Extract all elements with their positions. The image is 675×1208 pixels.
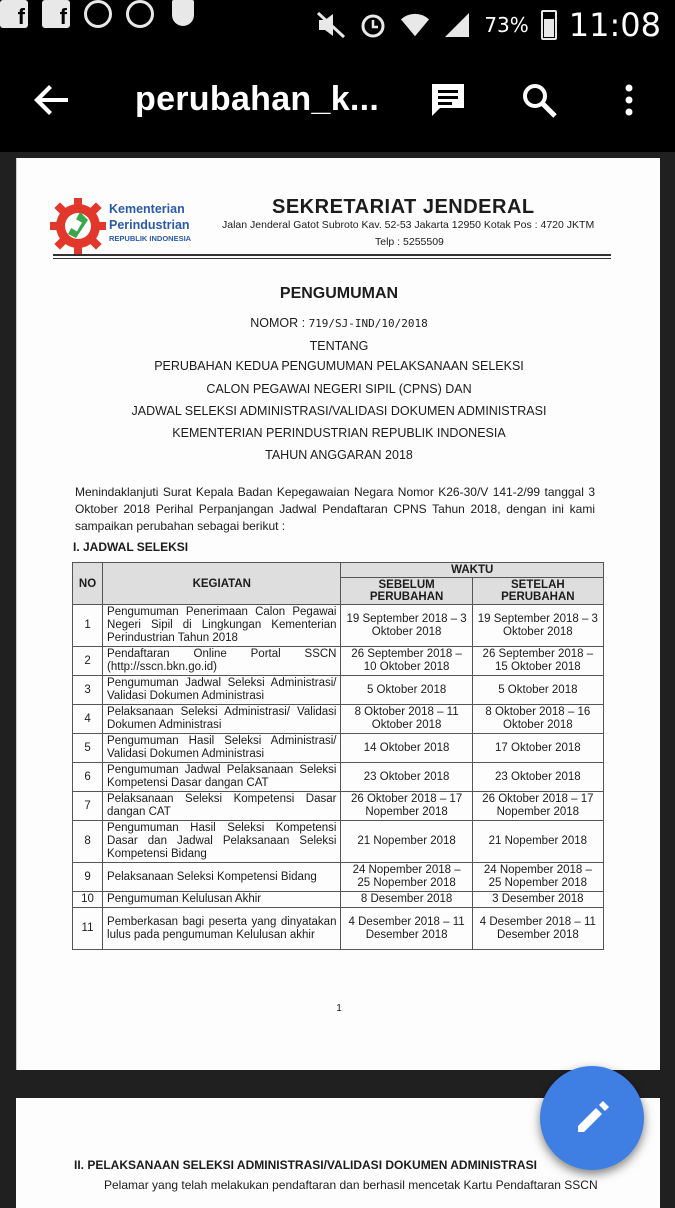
row-setelah: 5 Oktober 2018	[472, 676, 603, 705]
row-setelah: 17 Oktober 2018	[472, 734, 603, 763]
chrome-icon	[126, 0, 154, 28]
alarm-icon	[358, 10, 388, 40]
row-no: 10	[73, 892, 103, 908]
nomor-label: NOMOR :	[250, 316, 306, 330]
header-setelah: SETELAH PERUBAHAN	[472, 578, 603, 605]
row-sebelum: 8 Desember 2018	[341, 892, 472, 908]
document-page-1[interactable]	[16, 158, 660, 1070]
letterhead-title: SEKRETARIAT JENDERAL	[272, 196, 535, 218]
comment-icon[interactable]	[424, 76, 472, 124]
row-no: 1	[73, 605, 103, 647]
table-row	[73, 763, 604, 792]
shield-icon	[172, 0, 194, 26]
row-no: 11	[73, 908, 103, 950]
row-sebelum: 26 Oktober 2018 – 17 Nopember 2018	[341, 792, 472, 821]
table-row	[73, 863, 604, 892]
row-no: 2	[73, 647, 103, 676]
table-row	[73, 676, 604, 705]
row-sebelum: 8 Oktober 2018 – 11 Oktober 2018	[341, 705, 472, 734]
row-no: 8	[73, 821, 103, 863]
logo-text-line3: REPUBLIK INDONESIA	[109, 234, 192, 243]
row-no: 6	[73, 763, 103, 792]
announcement-title: PENGUMUMAN	[279, 285, 399, 302]
table-row	[73, 821, 604, 863]
row-sebelum: 19 September 2018 – 3 Oktober 2018	[341, 605, 472, 647]
row-no: 7	[73, 792, 103, 821]
header-kegiatan: KEGIATAN	[103, 563, 341, 605]
header-no: NO	[73, 563, 103, 605]
row-kegiatan: Pengumuman Hasil Seleksi Kompetensi Dasar dan Jadwal Pelaksanaan Seleksi Kompetensi Bidang	[103, 821, 341, 863]
page-number: 1	[336, 1003, 342, 1014]
row-sebelum: 4 Desember 2018 – 11 Desember 2018	[341, 908, 472, 950]
table-row	[73, 908, 604, 950]
announcement-number	[17, 316, 661, 330]
row-sebelum: 26 September 2018 – 10 Oktober 2018	[341, 647, 472, 676]
edit-button[interactable]	[540, 1066, 644, 1170]
facebook-icon: f	[42, 0, 70, 28]
row-kegiatan: Pemberkasan bagi peserta yang dinyatakan lulus pada pengumuman Kelulusan akhir	[103, 908, 341, 950]
battery-icon	[541, 10, 557, 40]
battery-percent: 73%	[484, 13, 529, 37]
tentang-label: TENTANG	[309, 339, 369, 353]
table-row	[73, 705, 604, 734]
subject-line: TAHUN ANGGARAN 2018	[265, 448, 413, 462]
more-vert-icon[interactable]	[605, 76, 653, 124]
whatsapp-icon	[84, 0, 112, 28]
row-sebelum: 5 Oktober 2018	[341, 676, 472, 705]
header-sebelum: SEBELUM PERUBAHAN	[341, 578, 472, 605]
row-sebelum: 24 Nopember 2018 – 25 Nopember 2018	[341, 863, 472, 892]
back-arrow-icon[interactable]	[30, 78, 74, 122]
subject-line: JADWAL SELEKSI ADMINISTRASI/VALIDASI DOKUMEN ADMINISTRASI	[131, 404, 547, 418]
section-heading: I. JADWAL SELEKSI	[73, 540, 189, 554]
logo-text-line2: Perindustrian	[109, 218, 190, 232]
kementerian-logo-icon	[50, 198, 110, 256]
letterhead-address: Jalan Jenderal Gatot Subroto Kav. 52-53 Jakarta 12950 Kotak Pos : 4720 JKTM	[222, 219, 595, 231]
row-no: 3	[73, 676, 103, 705]
row-kegiatan: Pengumuman Jadwal Seleksi Administrasi/ Validasi Dokumen Administrasi	[103, 676, 341, 705]
signal-icon	[442, 10, 472, 40]
letterhead-rule	[53, 254, 611, 256]
row-kegiatan: Pendaftaran Online Portal SSCN (http://sscn.bkn.go.id)	[103, 647, 341, 676]
subject-line: PERUBAHAN KEDUA PENGUMUMAN PELAKSANAAN SELEKSI	[154, 359, 524, 373]
row-kegiatan: Pelaksanaan Seleksi Kompetensi Dasar dangan CAT	[103, 792, 341, 821]
row-setelah: 23 Oktober 2018	[472, 763, 603, 792]
wifi-icon	[400, 10, 430, 40]
table-row	[73, 734, 604, 763]
row-sebelum: 23 Oktober 2018	[341, 763, 472, 792]
facebook-icon: f	[0, 0, 28, 28]
table-row	[73, 792, 604, 821]
subject-line: CALON PEGAWAI NEGERI SIPIL (CPNS) DAN	[206, 382, 472, 396]
row-no: 5	[73, 734, 103, 763]
row-setelah: 3 Desember 2018	[472, 892, 603, 908]
row-kegiatan: Pelaksanaan Seleksi Kompetensi Bidang	[103, 863, 341, 892]
row-setelah: 19 September 2018 – 3 Oktober 2018	[472, 605, 603, 647]
table-row	[73, 647, 604, 676]
search-icon[interactable]	[515, 76, 563, 124]
nomor-value: 719/SJ-IND/10/2018	[308, 317, 428, 330]
letterhead-telp: Telp : 5255509	[375, 236, 444, 248]
edit-pencil-icon	[572, 1096, 612, 1141]
app-bar	[0, 48, 675, 152]
row-setelah: 24 Nopember 2018 – 25 Nopember 2018	[472, 863, 603, 892]
row-sebelum: 21 Nopember 2018	[341, 821, 472, 863]
paragraph-text: Pelamar yang telah melakukan pendaftaran dan berhasil mencetak Kartu Pendaftaran SSCN	[104, 1178, 598, 1192]
row-setelah: 4 Desember 2018 – 11 Desember 2018	[472, 908, 603, 950]
row-kegiatan: Pengumuman Kelulusan Akhir	[103, 892, 341, 908]
mute-icon	[316, 10, 346, 40]
row-setelah: 8 Oktober 2018 – 16 Oktober 2018	[472, 705, 603, 734]
row-setelah: 21 Nopember 2018	[472, 821, 603, 863]
row-no: 4	[73, 705, 103, 734]
header-waktu: WAKTU	[341, 563, 604, 578]
table-row	[73, 892, 604, 908]
logo-text-line1: Kementerian	[109, 202, 185, 216]
row-setelah: 26 September 2018 – 15 Oktober 2018	[472, 647, 603, 676]
system-icons	[316, 6, 661, 44]
table-row	[73, 605, 604, 647]
row-kegiatan: Pengumuman Jadwal Pelaksanaan Seleksi Kompetensi Dasar dangan CAT	[103, 763, 341, 792]
row-kegiatan: Pelaksanaan Seleksi Administrasi/ Validasi Dokumen Administrasi	[103, 705, 341, 734]
section-heading: II. PELAKSANAAN SELEKSI ADMINISTRASI/VALIDASI DOKUMEN ADMINISTRASI	[74, 1158, 537, 1172]
row-setelah: 26 Oktober 2018 – 17 Nopember 2018	[472, 792, 603, 821]
row-kegiatan: Pengumuman Penerimaan Calon Pegawai Negeri Sipil di Lingkungan Kementerian Perindustrian Tahun 2018	[103, 605, 341, 647]
clock: 11:08	[568, 6, 661, 44]
letterhead-rule	[53, 258, 611, 259]
subject-line: KEMENTERIAN PERINDUSTRIAN REPUBLIK INDONESIA	[172, 426, 506, 440]
document-title: perubahan_k...	[135, 80, 380, 118]
intro-paragraph: Menindaklanjuti Surat Kepala Badan Kepegawaian Negara Nomor K26-30/V 141-2/99 tanggal 3 Oktober 2018 Perihal Perpanjangan Jadwal Pendaftaran CPNS Tahun 2018, dengan ini kami sampaikan perubahan sebagai berikut :	[75, 485, 595, 533]
row-sebelum: 14 Oktober 2018	[341, 734, 472, 763]
status-bar	[0, 0, 675, 48]
row-no: 9	[73, 863, 103, 892]
row-kegiatan: Pengumuman Hasil Seleksi Administrasi/ Validasi Dokumen Administrasi	[103, 734, 341, 763]
schedule-table	[72, 562, 604, 950]
